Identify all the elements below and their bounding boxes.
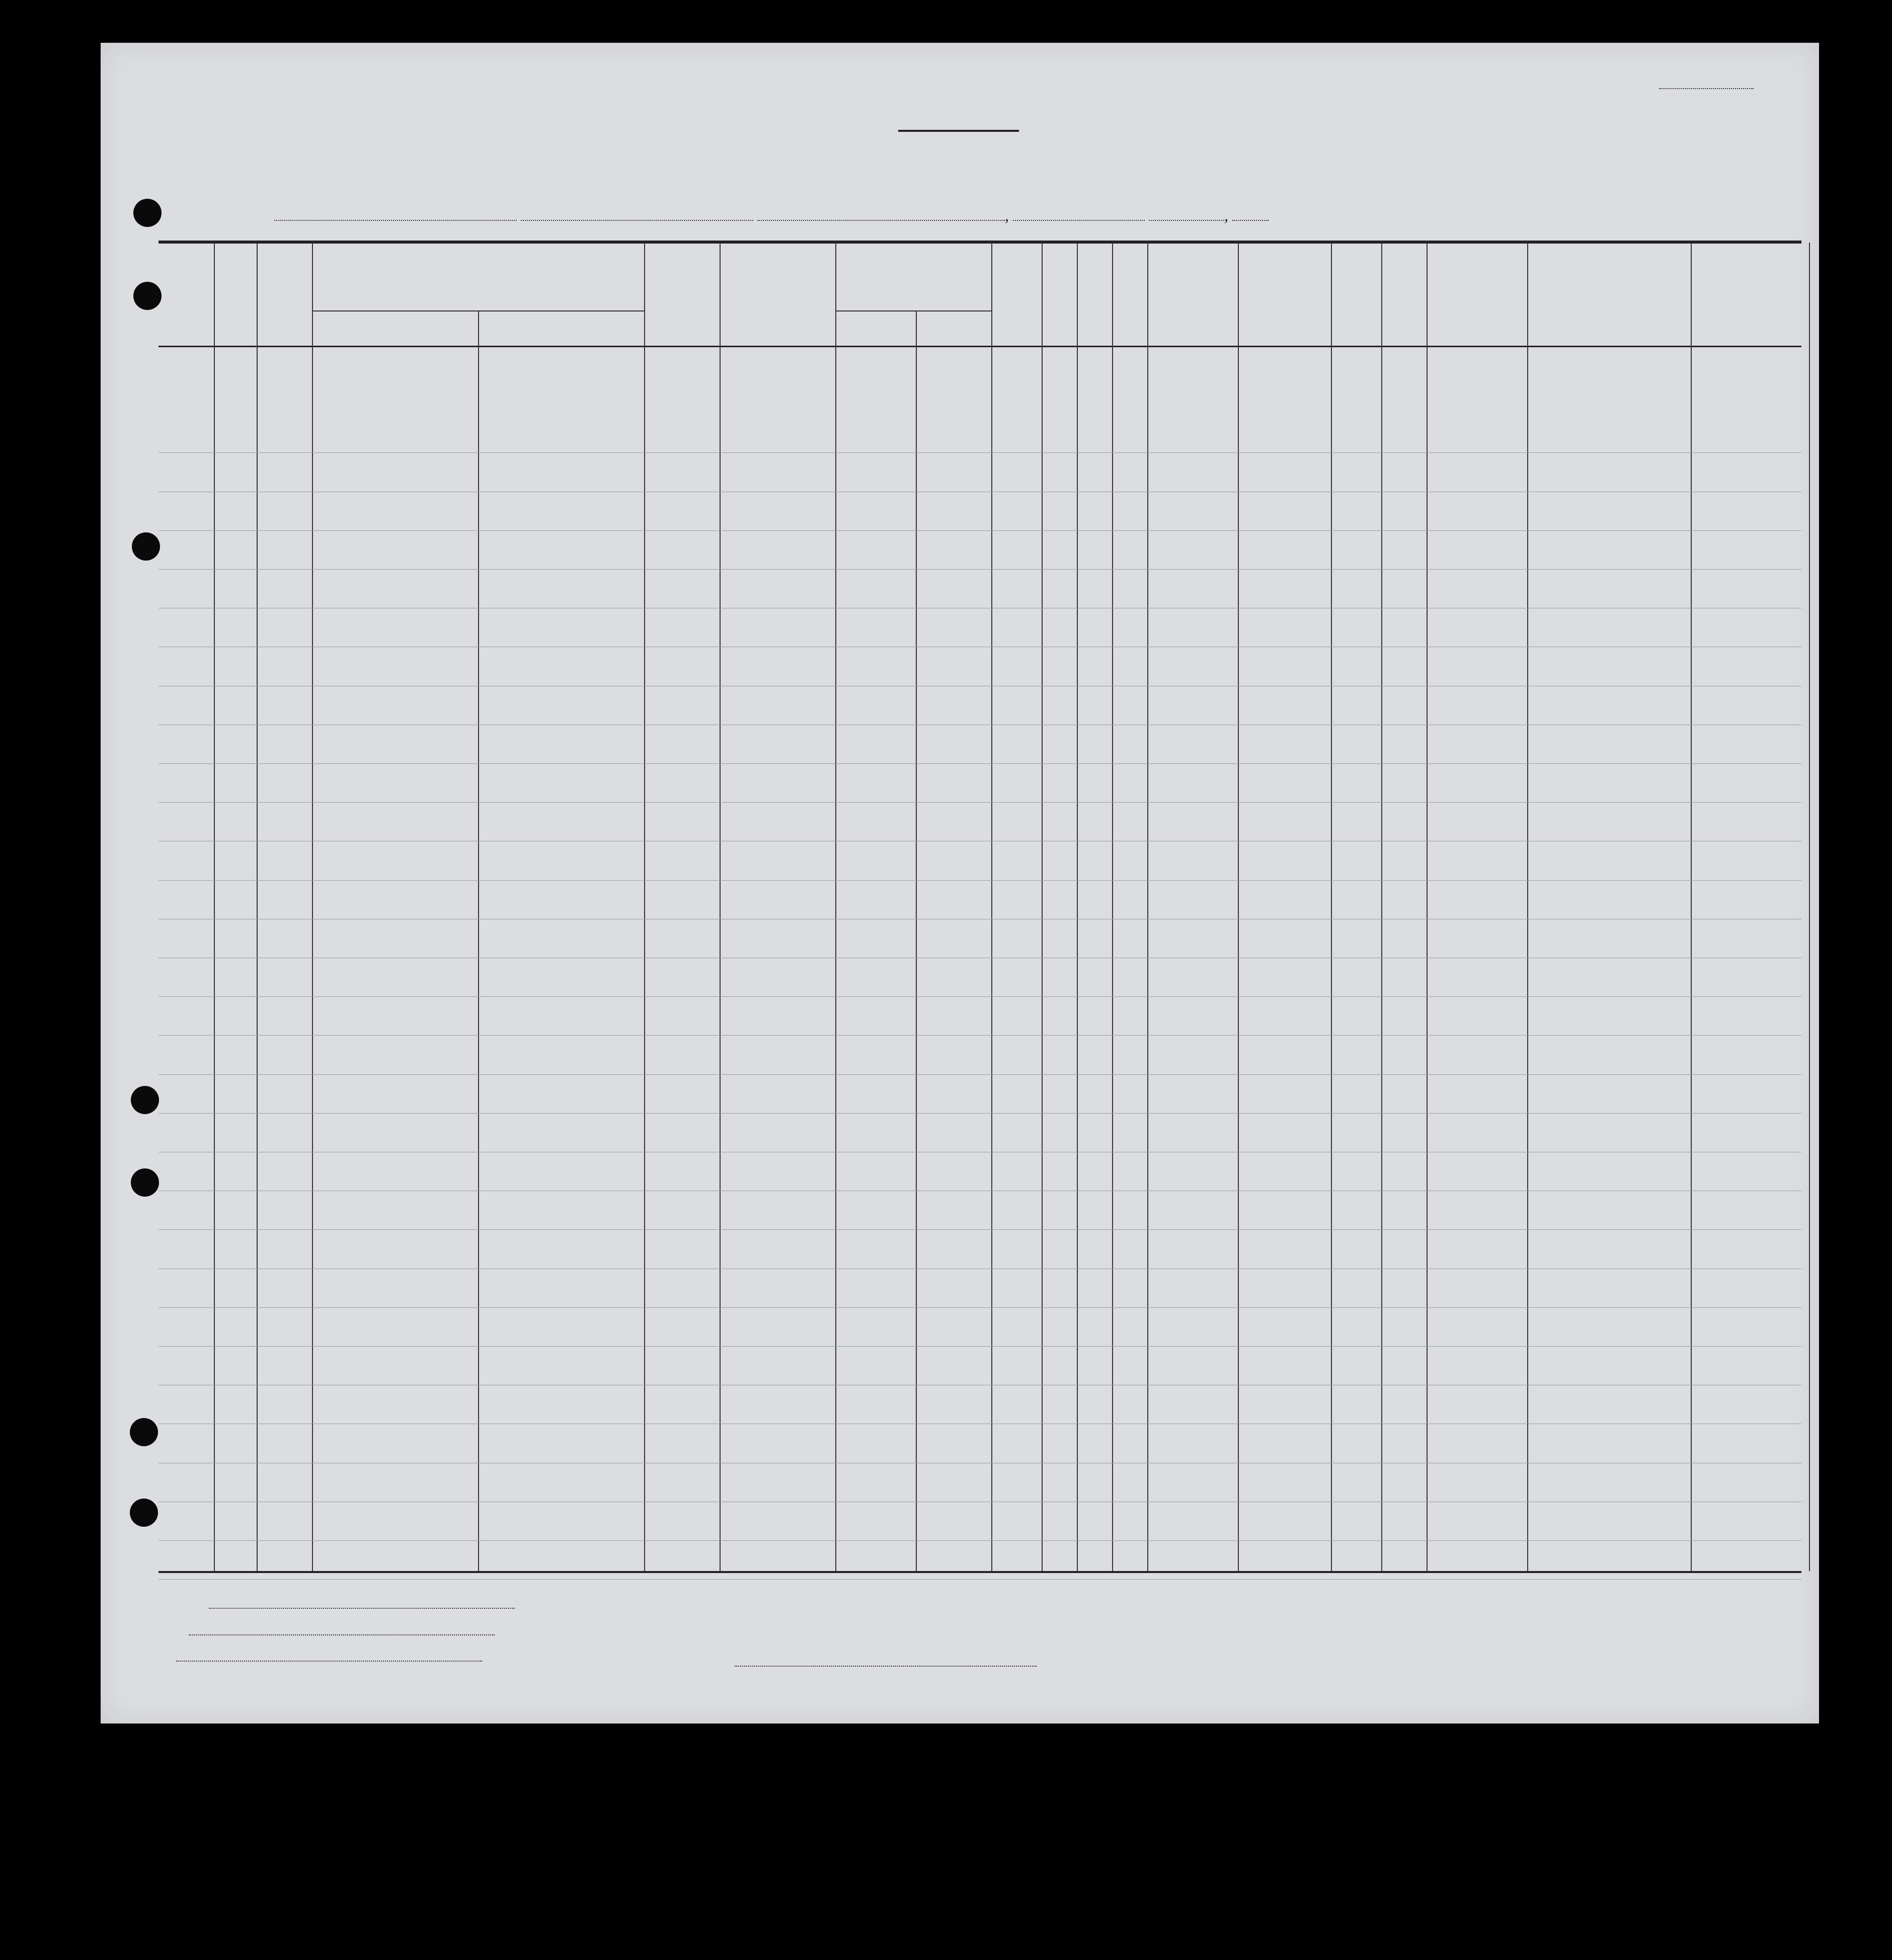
column-rule [257, 243, 258, 1571]
sheet-number-value [1659, 88, 1754, 89]
sheet-number [1659, 77, 1754, 93]
row-rule [159, 1113, 1801, 1114]
owners-field [169, 1627, 495, 1638]
line-field [169, 1600, 515, 1612]
column-rule [720, 243, 721, 1571]
vessel-line: , , [274, 206, 1269, 225]
punch-hole [130, 1418, 158, 1446]
column-rule [644, 243, 645, 1571]
column-rule [1527, 243, 1528, 1571]
owners-value [189, 1634, 495, 1635]
punch-hole [133, 282, 162, 310]
row-rule [159, 1346, 1801, 1347]
name-subheader-rule [312, 310, 644, 311]
column-rule [991, 243, 992, 1571]
column-rule [214, 243, 215, 1571]
manifest-sheet [101, 43, 1819, 1723]
column-rule [1331, 243, 1332, 1571]
inspector-signature-line [735, 1666, 1037, 1672]
line-value [209, 1608, 515, 1609]
punch-hole [131, 1086, 159, 1114]
column-rule [1042, 243, 1043, 1571]
column-rule [1809, 243, 1810, 1571]
port-struck [521, 220, 753, 221]
column-rule [312, 243, 313, 1571]
column-rule [916, 310, 917, 1571]
row-rule [159, 452, 1801, 453]
column-rule [1147, 243, 1148, 1571]
vessel-name [274, 220, 517, 221]
shipped-subheader-rule [835, 310, 991, 311]
row-rule [159, 763, 1801, 764]
row-rule [159, 802, 1801, 803]
row-rule [159, 1035, 1801, 1036]
top-rule [159, 243, 1801, 244]
punch-hole [133, 199, 162, 227]
row-rule [159, 569, 1801, 570]
row-rule [159, 1540, 1801, 1541]
row-rule [159, 1579, 1801, 1580]
arrival-year [1232, 220, 1269, 221]
title-rule [898, 130, 1019, 132]
agents-field [169, 1653, 482, 1665]
manifest-table [159, 241, 1801, 1573]
column-rule [478, 310, 479, 1571]
column-rule [1077, 243, 1078, 1571]
punch-hole [131, 1168, 159, 1197]
column-rule [1238, 243, 1239, 1571]
punch-hole [132, 532, 160, 561]
header-rule [159, 346, 1801, 347]
row-rule [159, 996, 1801, 997]
column-rule [1691, 243, 1692, 1571]
column-rule [835, 243, 836, 1571]
arrival-day [1149, 220, 1224, 221]
row-rule [159, 1074, 1801, 1075]
punch-hole [130, 1499, 158, 1527]
row-rule [159, 1229, 1801, 1230]
column-rule [1427, 243, 1428, 1571]
arrival-month [1013, 220, 1145, 221]
column-rule [1112, 243, 1113, 1571]
row-rule [159, 530, 1801, 531]
arriving-port [757, 220, 1005, 221]
row-rule [159, 880, 1801, 881]
row-rule [159, 1307, 1801, 1308]
column-rule [1381, 243, 1382, 1571]
agents-value [176, 1661, 482, 1662]
